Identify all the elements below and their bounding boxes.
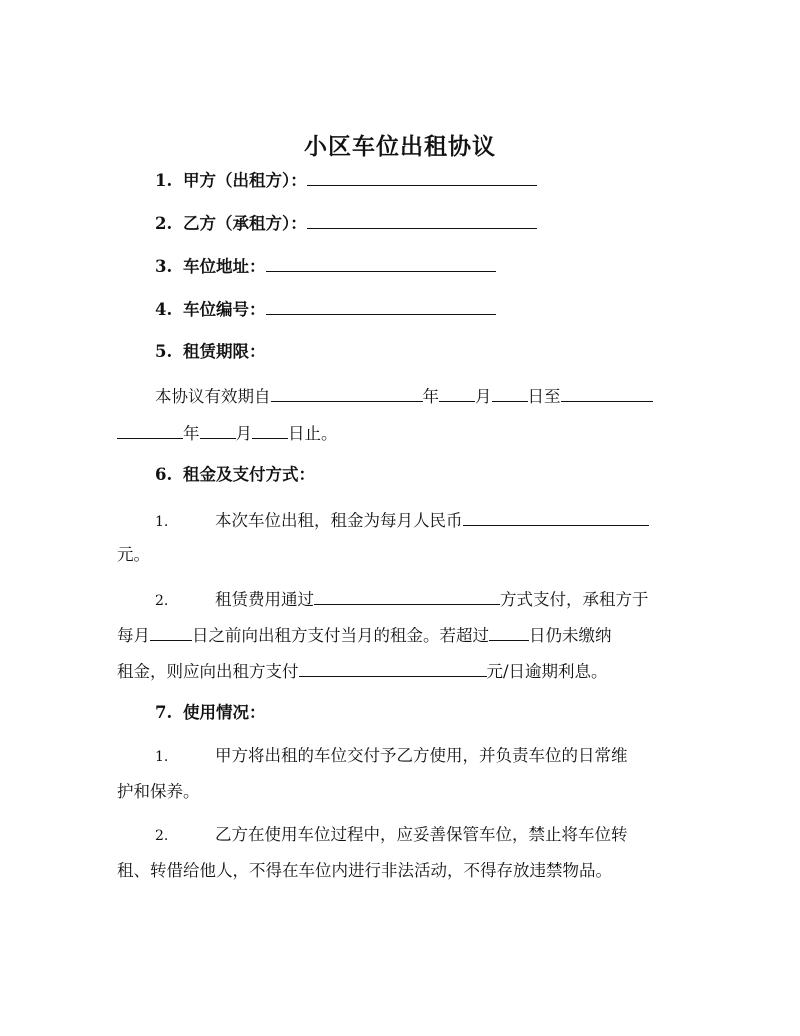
lease-month-label: 月 xyxy=(235,424,252,443)
rent-p2-text: 每月 xyxy=(117,626,150,645)
rent-p2-line-3 xyxy=(117,659,608,683)
lease-year-label: 年 xyxy=(183,424,200,443)
item-number: 4. xyxy=(155,300,173,319)
item-label: 使用情况： xyxy=(183,703,266,722)
item-rent xyxy=(155,464,315,486)
overdue-days-blank[interactable] xyxy=(489,623,529,641)
rent-p2-text: 方式支付，承租方于 xyxy=(500,590,649,609)
item-number: 7. xyxy=(155,703,173,722)
usage-p2-text: 租、转借给他人，不得在车位内进行非法活动，不得存放违禁物品。 xyxy=(117,861,612,880)
overdue-interest-blank[interactable] xyxy=(299,659,487,677)
rent-p1-line-1 xyxy=(155,508,649,533)
lease-day-label: 日至 xyxy=(527,387,561,406)
item-label: 车位编号： xyxy=(183,300,266,319)
lease-term-line-2 xyxy=(117,421,338,445)
lease-end-year-blank-b[interactable] xyxy=(117,421,183,439)
item-label: 租赁期限： xyxy=(183,342,266,361)
payment-method-blank[interactable] xyxy=(314,587,500,605)
item-space-number xyxy=(155,297,496,321)
lease-end-year-blank-a[interactable] xyxy=(561,384,653,402)
usage-p1-text: 甲方将出租的车位交付予乙方使用，并负责车位的日常维 xyxy=(215,746,628,765)
lessor-blank[interactable] xyxy=(307,168,537,186)
rent-p2-text: 日仍未缴纳 xyxy=(529,626,612,645)
item-number: 2. xyxy=(155,214,173,233)
usage-p1-line-1 xyxy=(155,745,628,768)
rent-amount-blank[interactable] xyxy=(463,508,649,526)
usage-p1-line-2 xyxy=(117,781,200,803)
usage-p2-line-1 xyxy=(155,824,628,847)
lease-end-day-blank[interactable] xyxy=(252,421,288,439)
rent-p1-text: 本次车位出租，租金为每月人民币 xyxy=(215,511,463,530)
sub-number: 2. xyxy=(155,828,169,844)
lease-year-label: 年 xyxy=(422,387,439,406)
lease-end-month-blank[interactable] xyxy=(200,421,236,439)
usage-p2-line-2 xyxy=(117,860,612,882)
lease-start-day-blank[interactable] xyxy=(492,384,528,402)
item-number: 6. xyxy=(155,465,173,484)
item-number: 1. xyxy=(155,171,173,190)
rent-p2-text: 元/日逾期利息。 xyxy=(486,662,608,681)
document-title: 小区车位出租协议 xyxy=(304,133,496,160)
lease-month-label: 月 xyxy=(475,387,492,406)
item-number: 5. xyxy=(155,342,173,361)
item-usage xyxy=(155,702,266,724)
lease-term-line-1 xyxy=(155,384,653,408)
item-address xyxy=(155,254,496,278)
item-lease-term xyxy=(155,341,266,363)
item-label: 租金及支付方式： xyxy=(183,465,315,484)
address-blank[interactable] xyxy=(266,254,496,272)
lease-start-month-blank[interactable] xyxy=(439,384,475,402)
item-lessee xyxy=(155,211,537,235)
lessee-blank[interactable] xyxy=(307,211,537,229)
rent-p2-line-1 xyxy=(155,587,649,612)
rent-p2-text: 日之前向出租方支付当月的租金。若超过 xyxy=(192,626,489,645)
usage-p1-text: 护和保养。 xyxy=(117,782,200,801)
item-label: 乙方（承租方）： xyxy=(183,214,307,233)
rent-p2-text: 租金，则应向出租方支付 xyxy=(117,662,299,681)
item-label: 甲方（出租方）： xyxy=(183,171,307,190)
payment-day-blank[interactable] xyxy=(150,623,192,641)
sub-number: 2. xyxy=(155,593,169,609)
rent-p1-line-2 xyxy=(117,544,150,566)
rent-p2-text: 租赁费用通过 xyxy=(215,590,314,609)
usage-p2-text: 乙方在使用车位过程中，应妥善保管车位，禁止将车位转 xyxy=(215,825,628,844)
rent-p2-line-2 xyxy=(117,623,612,647)
lease-day-label: 日止。 xyxy=(288,424,338,443)
item-lessor xyxy=(155,168,537,192)
rent-p1-end: 元。 xyxy=(117,545,150,564)
lease-prefix: 本协议有效期自 xyxy=(155,387,271,406)
lease-start-year-blank[interactable] xyxy=(271,384,423,402)
item-number: 3. xyxy=(155,257,173,276)
item-label: 车位地址： xyxy=(183,257,266,276)
space-number-blank[interactable] xyxy=(266,297,496,315)
sub-number: 1. xyxy=(155,749,169,765)
sub-number: 1. xyxy=(155,514,169,530)
